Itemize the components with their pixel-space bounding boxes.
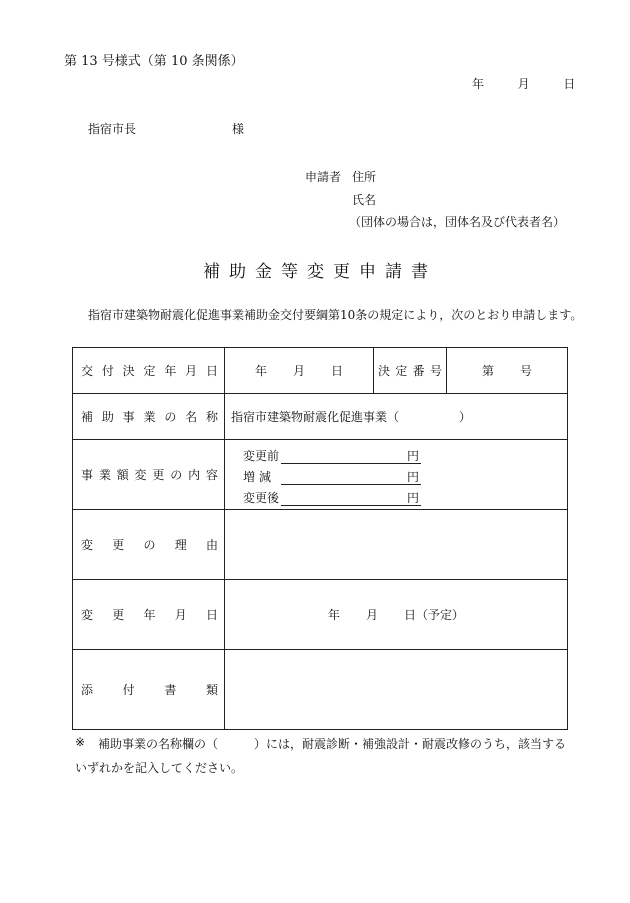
- field-change-date[interactable]: [225, 580, 568, 650]
- amount-after-line: [225, 485, 567, 506]
- amount-after-label: 変更後: [243, 491, 280, 505]
- label-char: 額: [116, 468, 129, 482]
- header-date: [472, 75, 575, 92]
- note-line-2: いずれかを記入してください。: [75, 761, 244, 775]
- field-attachments[interactable]: [225, 650, 568, 730]
- label-char: 添: [81, 683, 94, 697]
- change-month-label: 月: [365, 608, 378, 622]
- sp-r6-label-text: [73, 681, 224, 698]
- label-char: 理: [174, 538, 187, 552]
- label-char: 変: [81, 538, 94, 552]
- label-char: 更: [112, 608, 125, 622]
- label-amount-change: [73, 440, 225, 510]
- decision-day-label: 日: [331, 364, 344, 378]
- label-char: 付: [122, 683, 135, 697]
- date-month-label: 月: [517, 77, 530, 91]
- label-decision-date: [73, 348, 225, 394]
- row-project-name: [73, 394, 568, 440]
- label-char: 更: [152, 468, 165, 482]
- amount-before-line: [225, 443, 567, 464]
- date-year-label: 年: [472, 77, 485, 91]
- label-char: 定: [395, 364, 408, 378]
- applicant-address-label: 住所: [352, 170, 377, 184]
- label-char: 番: [412, 364, 425, 378]
- label-char: の: [170, 468, 183, 482]
- label-change-reason: [73, 510, 225, 580]
- amount-diff-line: [225, 464, 567, 485]
- addressee-honorific: 様: [232, 122, 245, 136]
- label-char: 事: [81, 468, 94, 482]
- applicant-name-label: 氏名: [352, 193, 377, 207]
- label-decision-number: [374, 348, 447, 394]
- row-change-reason: [73, 510, 568, 580]
- field-change-reason[interactable]: [225, 510, 568, 580]
- label-char: の: [143, 538, 156, 552]
- decision-year-label: 年: [254, 364, 267, 378]
- label-char: 号: [429, 364, 442, 378]
- label-char: 書: [164, 683, 177, 697]
- field-amount-change[interactable]: [225, 440, 568, 510]
- decision-month-label: 月: [292, 364, 305, 378]
- label-char: 変: [81, 608, 94, 622]
- addressee-name: 指宿市長: [88, 122, 137, 136]
- label-char: 更: [112, 538, 125, 552]
- sp-r4-label-text: [73, 536, 224, 553]
- form-number: 第 13 号様式（第 10 条関係）: [64, 54, 244, 69]
- label-char: 称: [205, 410, 218, 424]
- field-decision-date[interactable]: [225, 348, 374, 394]
- label-char: 業: [98, 468, 111, 482]
- label-char: 定: [143, 364, 156, 378]
- label-char: 内: [188, 468, 201, 482]
- label-char: 付: [101, 364, 114, 378]
- field-project-name[interactable]: [225, 394, 568, 440]
- label-char: 由: [205, 538, 218, 552]
- label-char: 年: [164, 364, 177, 378]
- label-char: 日: [205, 608, 218, 622]
- label-char: 交: [81, 364, 94, 378]
- label-char: 月: [185, 364, 198, 378]
- label-char: 助: [101, 410, 114, 424]
- amount-diff-label-2: 減: [258, 470, 271, 484]
- note-mark: ※: [75, 735, 86, 749]
- decision-dai-label: 第: [481, 364, 494, 378]
- sp-r5-label-text: [73, 606, 224, 623]
- row-amount-change: [73, 440, 568, 510]
- label-char: 名: [185, 410, 198, 424]
- row-decision-date: [73, 348, 568, 394]
- label-char: 変: [134, 468, 147, 482]
- label-char: 月: [174, 608, 187, 622]
- amount-after-yen: 円: [407, 491, 420, 505]
- applicant-note: （団体の場合は，団体名及び代表者名）: [349, 215, 566, 229]
- field-decision-number[interactable]: [447, 348, 568, 394]
- date-day-label: 日: [563, 77, 576, 91]
- label-char: 補: [81, 410, 94, 424]
- change-year-label: 年: [327, 608, 340, 622]
- sp-r1-label-text: [73, 362, 224, 379]
- applicant-label: 申請者: [305, 170, 342, 184]
- amount-diff-label-1: 増: [243, 470, 256, 484]
- amount-before-label: 変更前: [243, 449, 280, 463]
- project-name-value: 指宿市建築物耐震化促進事業（ ）: [231, 410, 472, 424]
- label-char: 容: [205, 468, 218, 482]
- row-change-date: [73, 580, 568, 650]
- amount-before-yen: 円: [407, 449, 420, 463]
- row-attachments: [73, 650, 568, 730]
- sp-r2-label-text: [73, 408, 224, 425]
- page-title: 補助金等変更申請書: [203, 262, 437, 282]
- change-day-label: 日（予定）: [404, 608, 465, 622]
- label-change-date: [73, 580, 225, 650]
- label-char: 業: [143, 410, 156, 424]
- amount-diff-yen: 円: [407, 470, 420, 484]
- intro-text: 指宿市建築物耐震化促進事業補助金交付要綱第10条の規定により，次のとおり申請します。: [88, 308, 583, 322]
- label-char: 決: [122, 364, 135, 378]
- change-application-table: [72, 347, 568, 730]
- label-char: 年: [143, 608, 156, 622]
- label-project-name: [73, 394, 225, 440]
- label-char: 事: [122, 410, 135, 424]
- label-char: 類: [205, 683, 218, 697]
- note-line-1: 補助事業の名称欄の（ ）には，耐震診断・補強設計・耐震改修のうち，該当する: [98, 737, 567, 751]
- sp-r3-label-text: [73, 466, 224, 483]
- label-attachments: [73, 650, 225, 730]
- label-char: 日: [205, 364, 218, 378]
- label-char: 決: [378, 364, 391, 378]
- sp-r1b-label-text: [374, 362, 446, 379]
- decision-go-label: 号: [520, 364, 533, 378]
- label-char: の: [164, 410, 177, 424]
